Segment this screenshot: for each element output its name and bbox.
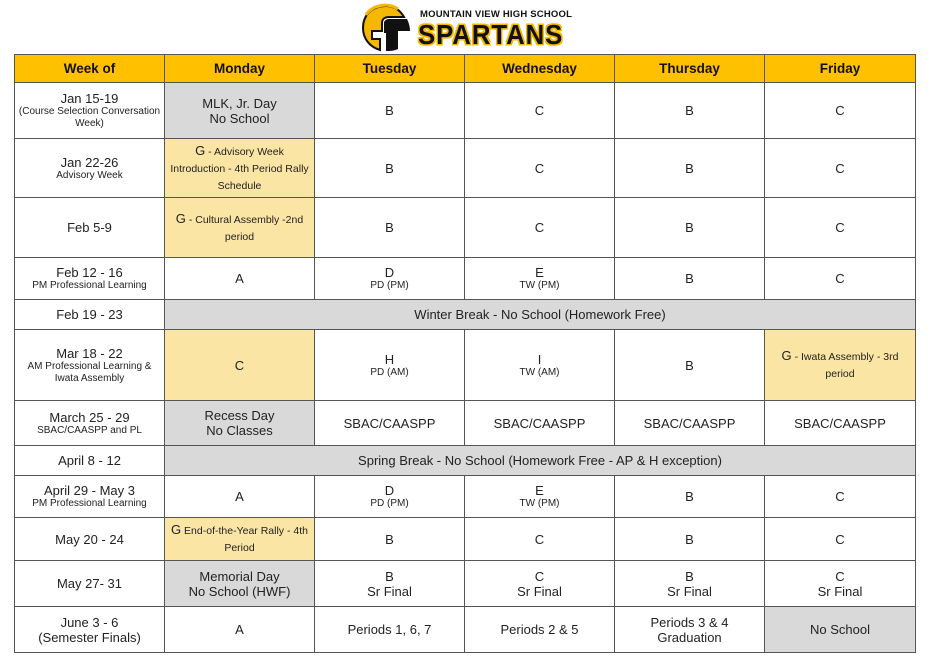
thursday-cell: B [615,83,765,139]
monday-cell: G End-of-the-Year Rally - 4th Period [165,518,315,561]
table-row [15,330,916,401]
monday-cell: A [165,476,315,518]
thursday-cell: B [615,518,765,561]
monday-cell: G - Advisory Week Introduction - 4th Period Rally Schedule [165,139,315,198]
header-week-of: Week of [15,55,165,83]
table-row [15,607,916,653]
header-tuesday: Tuesday [315,55,465,83]
friday-cell: C [765,139,916,198]
thursday-cell: B [615,198,765,258]
tuesday-cell: Periods 1, 6, 7 [315,607,465,653]
monday-cell: A [165,607,315,653]
monday-cell: MLK, Jr. Day No School [165,83,315,139]
table-row [15,401,916,446]
week-cell: Feb 19 - 23 [15,300,165,330]
thursday-cell: Periods 3 & 4 Graduation [615,607,765,653]
week-cell: April 29 - May 3 PM Professional Learning [15,476,165,518]
friday-cell: SBAC/CAASPP [765,401,916,446]
week-cell: May 27- 31 [15,561,165,607]
wednesday-cell: E TW (PM) [465,258,615,300]
table-row [15,83,916,139]
monday-cell: C [165,330,315,401]
table-row [15,446,916,476]
monday-cell: Memorial Day No School (HWF) [165,561,315,607]
wednesday-cell: C Sr Final [465,561,615,607]
schedule-table [14,54,916,653]
tuesday-cell: D PD (PM) [315,476,465,518]
tuesday-cell: H PD (AM) [315,330,465,401]
thursday-cell: B [615,476,765,518]
school-logo [358,3,573,53]
week-cell: April 8 - 12 [15,446,165,476]
thursday-cell: B Sr Final [615,561,765,607]
tuesday-cell: B [315,139,465,198]
table-row [15,258,916,300]
table-row [15,561,916,607]
thursday-cell: B [615,330,765,401]
table-row [15,476,916,518]
table-row [15,300,916,330]
week-cell: Jan 15-19 (Course Selection Conversation Week) [15,83,165,139]
week-cell: June 3 - 6 (Semester Finals) [15,607,165,653]
tuesday-cell: B [315,518,465,561]
wednesday-cell: Periods 2 & 5 [465,607,615,653]
tuesday-cell: B [315,198,465,258]
wednesday-cell: C [465,139,615,198]
friday-cell: No School [765,607,916,653]
friday-cell: C [765,518,916,561]
logo-school-name: MOUNTAIN VIEW HIGH SCHOOL [420,9,573,20]
thursday-cell: B [615,258,765,300]
week-cell: Feb 5-9 [15,198,165,258]
tuesday-cell: B Sr Final [315,561,465,607]
tuesday-cell: SBAC/CAASPP [315,401,465,446]
week-cell: Jan 22-26 Advisory Week [15,139,165,198]
week-cell: May 20 - 24 [15,518,165,561]
friday-cell: C [765,83,916,139]
header-friday: Friday [765,55,916,83]
week-cell: March 25 - 29 SBAC/CAASPP and PL [15,401,165,446]
header-row [15,55,916,83]
friday-cell: G - Iwata Assembly - 3rd period [765,330,916,401]
monday-cell: Recess Day No Classes [165,401,315,446]
header-wednesday: Wednesday [465,55,615,83]
spring-break-cell: Spring Break - No School (Homework Free - AP & H exception) [165,446,916,476]
tuesday-cell: B [315,83,465,139]
table-row [15,518,916,561]
page-header [0,0,932,54]
friday-cell: C Sr Final [765,561,916,607]
wednesday-cell: E TW (PM) [465,476,615,518]
tuesday-cell: D PD (PM) [315,258,465,300]
winter-break-cell: Winter Break - No School (Homework Free) [165,300,916,330]
wednesday-cell: C [465,198,615,258]
table-row [15,198,916,258]
thursday-cell: B [615,139,765,198]
week-cell: Mar 18 - 22 AM Professional Learning & Iwata Assembly [15,330,165,401]
monday-cell: G - Cultural Assembly -2nd period [165,198,315,258]
wednesday-cell: C [465,83,615,139]
logo-team-name: SPARTANS [418,19,564,50]
table-row [15,139,916,198]
header-thursday: Thursday [615,55,765,83]
wednesday-cell: I TW (AM) [465,330,615,401]
thursday-cell: SBAC/CAASPP [615,401,765,446]
header-monday: Monday [165,55,315,83]
monday-cell: A [165,258,315,300]
spartan-helmet-icon [358,3,414,53]
wednesday-cell: SBAC/CAASPP [465,401,615,446]
wednesday-cell: C [465,518,615,561]
friday-cell: C [765,198,916,258]
week-cell: Feb 12 - 16 PM Professional Learning [15,258,165,300]
friday-cell: C [765,258,916,300]
friday-cell: C [765,476,916,518]
